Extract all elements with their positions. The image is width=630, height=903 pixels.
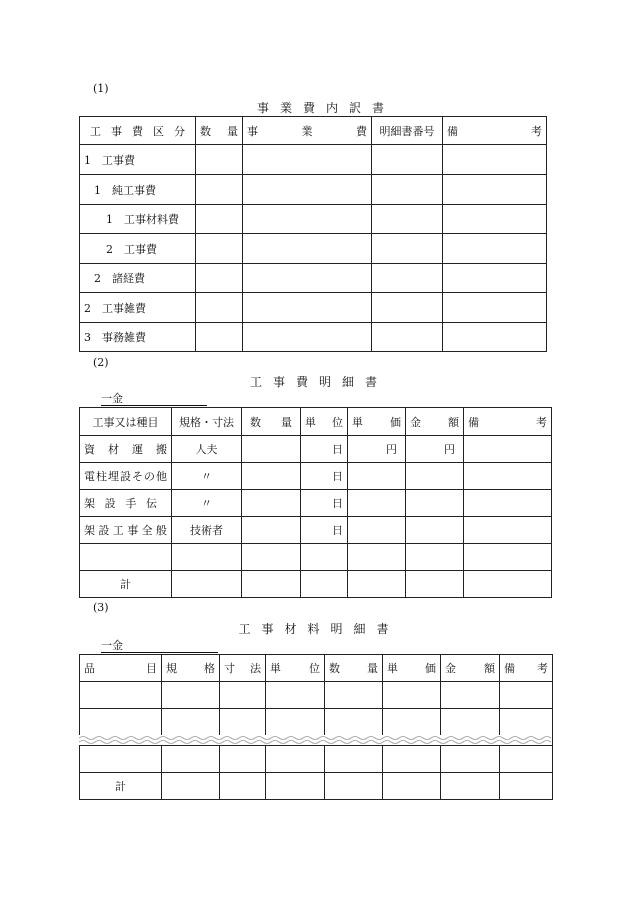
header-unit: 単位 xyxy=(301,408,348,436)
header-item: 品目 xyxy=(80,655,162,682)
section-2-title: 工事費明細書 xyxy=(249,375,388,389)
unit-cell: 日 xyxy=(301,463,348,490)
header-remarks: 備考 xyxy=(464,408,552,436)
table-row xyxy=(80,682,553,709)
row-label: 3 事務雑費 xyxy=(80,323,196,352)
amount-cell xyxy=(406,517,464,544)
lump-sum-field: 一金 xyxy=(101,640,218,653)
table-row xyxy=(80,293,547,323)
amount-cell xyxy=(406,490,464,517)
spec-cell: 技術者 xyxy=(172,517,242,544)
table-row xyxy=(80,205,547,234)
table-row xyxy=(80,145,547,175)
row-label: 2 諸経費 xyxy=(80,264,196,293)
business-cost-breakdown-table xyxy=(79,116,547,352)
spec-cell: 人夫 xyxy=(172,436,242,463)
table-header-row xyxy=(80,117,547,145)
price-cell: 円 xyxy=(348,436,406,463)
table-row xyxy=(80,175,547,205)
header-quantity: 数量 xyxy=(242,408,301,436)
header-cost-category: 工事費区分 xyxy=(80,117,196,145)
table-row xyxy=(80,323,547,352)
table-row xyxy=(80,746,553,773)
table-row xyxy=(80,517,552,544)
total-row xyxy=(80,773,553,800)
row-label: 2 工事費 xyxy=(80,234,196,264)
header-work-item: 工事又は種目 xyxy=(80,408,172,436)
construction-cost-detail-table xyxy=(79,407,552,598)
table-row xyxy=(80,436,552,463)
table-row xyxy=(80,463,552,490)
table-row xyxy=(80,234,547,264)
spec-cell: 〃 xyxy=(172,463,242,490)
table-row xyxy=(80,544,552,571)
header-detail-number: 明細書番号 xyxy=(372,117,443,145)
header-unit: 単位 xyxy=(266,655,325,682)
total-label: 計 xyxy=(80,571,172,598)
price-cell xyxy=(348,517,406,544)
table-row xyxy=(80,709,553,736)
section-3-title: 工事材料明細書 xyxy=(238,622,400,636)
section-1-label: (1) xyxy=(93,82,109,95)
section-1-title: 事業費内訳書 xyxy=(256,101,395,115)
row-label: 1 純工事費 xyxy=(80,175,196,205)
header-unit-price: 単価 xyxy=(383,655,441,682)
header-spec-size: 規格・寸法 xyxy=(172,408,242,436)
header-unit-price: 単価 xyxy=(348,408,406,436)
section-2-label: (2) xyxy=(93,356,109,369)
header-size: 寸法 xyxy=(220,655,266,682)
header-amount: 金額 xyxy=(441,655,500,682)
table-header-row xyxy=(80,655,553,682)
row-label: 1 工事材料費 xyxy=(80,205,196,234)
table-break-wave xyxy=(79,734,552,746)
table-row xyxy=(80,490,552,517)
price-cell xyxy=(348,490,406,517)
unit-cell: 日 xyxy=(301,436,348,463)
section-3-label: (3) xyxy=(93,601,109,614)
header-quantity: 数量 xyxy=(325,655,383,682)
row-label: 2 工事雑費 xyxy=(80,293,196,323)
header-remarks: 備考 xyxy=(443,117,547,145)
table-row xyxy=(80,264,547,293)
table-header-row xyxy=(80,408,552,436)
header-quantity: 数量 xyxy=(196,117,243,145)
unit-cell: 日 xyxy=(301,517,348,544)
total-row xyxy=(80,571,552,598)
header-remarks: 備考 xyxy=(500,655,553,682)
lump-sum-field: 一金 xyxy=(101,393,207,406)
header-amount: 金額 xyxy=(406,408,464,436)
header-spec: 規格 xyxy=(162,655,220,682)
item-cell: 架設手伝 xyxy=(80,490,172,517)
item-cell: 資材運搬 xyxy=(80,436,172,463)
item-cell: 電柱埋設その他 xyxy=(80,463,172,490)
item-cell: 架設工事全般 xyxy=(80,517,172,544)
material-detail-table xyxy=(79,654,553,800)
unit-cell: 日 xyxy=(301,490,348,517)
row-label: 1 工事費 xyxy=(80,145,196,175)
header-business-cost: 事業費 xyxy=(243,117,372,145)
spec-cell: 〃 xyxy=(172,490,242,517)
amount-cell xyxy=(406,463,464,490)
amount-cell: 円 xyxy=(406,436,464,463)
price-cell xyxy=(348,463,406,490)
total-label: 計 xyxy=(80,773,162,800)
